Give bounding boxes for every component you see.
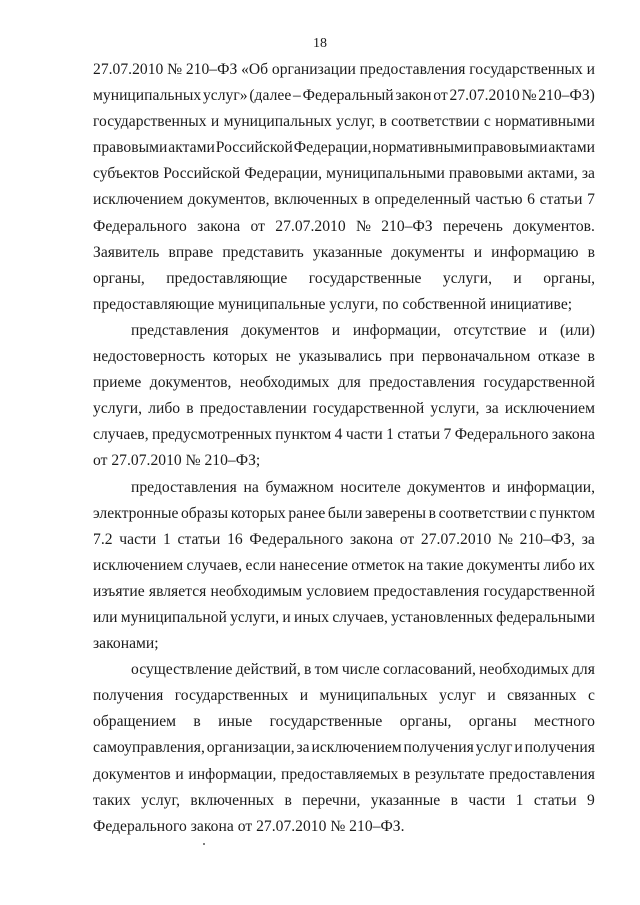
text-line: или муниципальной услуги, и иных случаев, установленных федеральными	[93, 608, 595, 626]
text-line: Заявитель вправе представить указанные документы и информацию в	[93, 243, 595, 261]
text-line: приеме документов, необходимых для предоставления государственной	[93, 374, 595, 392]
text-line: случаев, предусмотренных пунктом 4 части 1 статьи 7 Федерального закона	[93, 426, 595, 444]
text-line: таких услуг, включенных в перечни, указанные в части 1 статьи 9	[93, 791, 595, 809]
text-line: предоставляющие муниципальные услуги, по собственной инициативе;	[93, 295, 573, 313]
scan-speck	[203, 843, 205, 845]
text-line: обращением в иные государственные органы, органы местного	[93, 713, 595, 731]
text-line: 27.07.2010 № 210–ФЗ «Об организации предоставления государственных и	[93, 61, 595, 78]
text-line: Федерального закона от 27.07.2010 № 210–ФЗ.	[93, 817, 405, 835]
text-line: правовыми актами Российской Федерации, нормативными правовыми актами	[93, 139, 595, 157]
text-line: осуществление действий, в том числе согласований, необходимых для	[131, 661, 595, 679]
text-line: законами;	[93, 635, 159, 653]
text-line: государственных и муниципальных услуг, в соответствии с нормативными	[93, 113, 595, 131]
text-line: от 27.07.2010 № 210–ФЗ;	[93, 452, 261, 470]
text-line: исключением документов, включенных в определенный частью 6 статьи 7	[93, 191, 595, 209]
text-line: услуги, либо в предоставлении государственной услуги, за исключением	[93, 400, 595, 418]
page-number: 18	[313, 36, 327, 51]
text-line: электронные образы которых ранее были заверены в соответствии с пунктом	[93, 504, 595, 522]
text-line: предоставления на бумажном носителе документов и информации,	[131, 478, 595, 496]
text-line: муниципальных услуг» (далее – Федеральный закон от 27.07.2010 № 210–ФЗ)	[93, 87, 595, 105]
text-line: получения государственных и муниципальных услуг и связанных с	[93, 687, 595, 705]
text-line: недостоверность которых не указывались при первоначальном отказе в	[93, 348, 595, 366]
text-line: документов и информации, предоставляемых в результате предоставления	[93, 765, 595, 783]
text-line: самоуправления, организации, за исключением получения услуг и получения	[93, 739, 595, 757]
text-line: субъектов Российской Федерации, муниципальными правовыми актами, за	[93, 165, 595, 183]
text-line: изъятие является необходимым условием предоставления государственной	[93, 582, 595, 600]
text-line: Федерального закона от 27.07.2010 № 210–ФЗ перечень документов.	[93, 217, 595, 235]
text-line: представления документов и информации, отсутствие и (или)	[131, 321, 595, 339]
text-line: органы, предоставляющие государственные услуги, и органы,	[93, 269, 595, 287]
text-line: 7.2 части 1 статьи 16 Федерального закона от 27.07.2010 № 210–ФЗ, за	[93, 530, 595, 548]
text-line: исключением случаев, если нанесение отметок на такие документы либо их	[93, 556, 595, 574]
document-body	[93, 57, 595, 840]
